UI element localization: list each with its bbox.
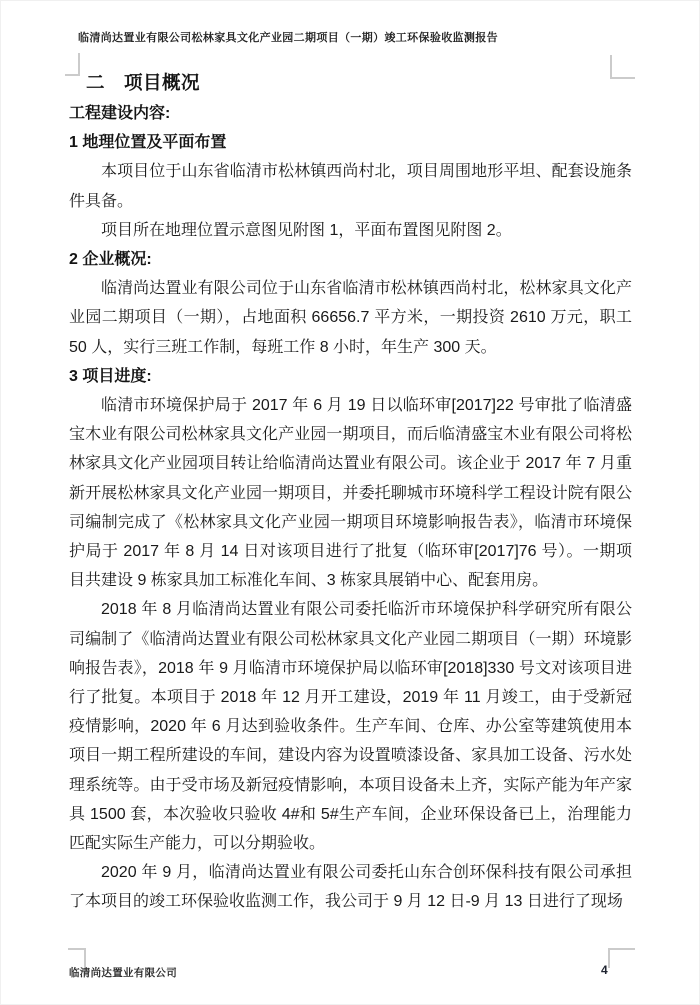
heading-construction-content: 工程建设内容: <box>69 105 171 122</box>
paragraph-enterprise-overview: 临清尚达置业有限公司位于山东省临清市松林镇西尚村北，松林家具文化产业园二期项目（一期），占地面积 66656.7 平方米，一期投资 2610 万元，职工 50 人，实行三班工作制，每班工作 8 小时，年生产 300 天。 <box>69 280 632 356</box>
paragraph-attached-figures: 项目所在地理位置示意图见附图 1，平面布置图见附图 2。 <box>101 221 512 239</box>
paragraph-progress-2017: 临清市环境保护局于 2017 年 6 月 19 日以临环审[2017]22 号审批了临清盛宝木业有限公司松林家具文化产业园一期项目，而后临清盛宝木业有限公司将松林家具文化产业园项目转让给临清尚达置业有限公司。该企业于 2017 年 7 月重新开展松林家具文化产业园一期项目，并委托聊城市环境科学工程设计院有限公司编制完成了《松林家具文化产业园一期项目环境影响报告表》，临清市环境保护局于 2017 年 8 月 14 日对该项目进行了批复（临环审[2017]76 号）。一期项目共建设 9 栋家具加工标准化车间、3 栋家具展销中心、配套用房。 <box>69 397 632 590</box>
paragraph-progress-2020: 2020 年 9 月，临清尚达置业有限公司委托山东合创环保科技有限公司承担了本项目的竣工环保验收监测工作，我公司于 9 月 12 日-9 月 13 日进行了现场 <box>69 864 632 911</box>
heading-enterprise-overview: 2 企业概况: <box>69 251 152 269</box>
document-body <box>69 67 632 917</box>
heading-geographic-location: 1 地理位置及平面布置 <box>69 134 227 152</box>
paragraph-progress-2018: 2018 年 8 月临清尚达置业有限公司委托临沂市环境保护科学研究所有限公司编制了《临清尚达置业有限公司松林家具文化产业园二期项目（一期）环境影响报告表》，2018 年 9 月临清市环境保护局以临环审[2018]330 号文对该项目进行了批复。本项目于 2018 年 12 月开工建设，2019 年 11 月竣工，由于受新冠疫情影响，2020 年 6 月达到验收条件。生产车间、仓库、办公室等建筑使用本项目一期工程所建设的车间，建设内容为设置喷漆设备、家具加工设备、污水处理系统等。由于受市场及新冠疫情影响，本项目设备未上齐，实际产能为年产家具 1500 套，本次验收只验收 4#和 5#生产车间，企业环保设备已上，治理能力匹配实际生产能力，可以分期验收。 <box>69 601 632 853</box>
heading-project-progress: 3 项目进度: <box>69 367 152 385</box>
footer-company-name: 临清尚达置业有限公司 <box>69 967 177 979</box>
margin-corner-mark-bottom-right <box>608 948 635 968</box>
paragraph-location: 本项目位于山东省临清市松林镇西尚村北，项目周围地形平坦、配套设施条件具备。 <box>69 163 632 210</box>
running-header: 临清尚达置业有限公司松林家具文化产业园二期项目（一期）竣工环保验收监测报告 <box>78 32 498 44</box>
section-title: 二 项目概况 <box>86 72 201 93</box>
page-number: 4 <box>601 963 608 977</box>
